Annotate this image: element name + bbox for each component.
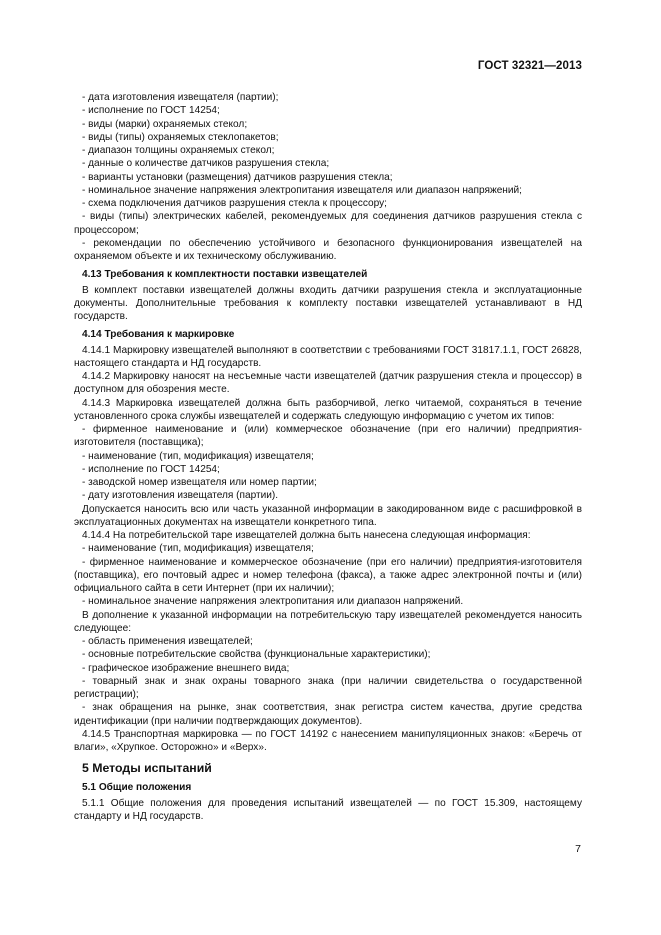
- list-item: - схема подключения датчиков разрушения стекла к процессору;: [82, 198, 387, 209]
- page-number: 7: [575, 843, 581, 855]
- chapter-heading: 5 Методы испытаний: [82, 761, 212, 776]
- list-item: - наименование (тип, модификация) извещателя;: [82, 450, 314, 462]
- page-header: ГОСТ 32321—2013: [477, 60, 582, 72]
- list-item: - рекомендации по обеспечению устойчивого и безопасного функционирования извещателей на охраняемом объекте и их техническому обслуживанию.: [74, 237, 582, 262]
- list-item: - дата изготовления извещателя (партии);: [82, 92, 279, 103]
- list-item: - виды (марки) охраняемых стекол;: [82, 118, 248, 130]
- section-heading: 4.13 Требования к комплектности поставки извещателей: [82, 269, 368, 281]
- list-item: - товарный знак и знак охраны товарного знака (при наличии свидетельства о государственной регистрации);: [74, 675, 582, 700]
- list-item: - диапазон толщины охраняемых стекол;: [82, 145, 275, 156]
- list-item: - основные потребительские свойства (функциональные характеристики);: [82, 649, 431, 661]
- list-item: - исполнение по ГОСТ 14254;: [82, 463, 220, 475]
- list-item: - фирменное наименование и (или) коммерческое обозначение (при его наличии) предприятия-изготовителя (поставщика);: [74, 424, 582, 449]
- section-heading: 4.14 Требования к маркировке: [82, 329, 235, 341]
- list-item: - номинальное значение напряжения электропитания извещателя или диапазон напряжений;: [82, 184, 522, 196]
- document-body: [74, 91, 582, 823]
- paragraph: 4.14.3 Маркировка извещателей должна быть разборчивой, легко читаемой, сохраняться в течение установленного срока службы извещателей и содержать следующую информацию с учетом их типов:: [74, 397, 582, 422]
- paragraph: Допускается наносить всю или часть указанной информации в закодированном виде с расшифровкой в эксплуатационных документах на извещатели конкретного типа.: [74, 503, 582, 528]
- list-item: - виды (типы) охраняемых стеклопакетов;: [82, 131, 279, 143]
- paragraph: 4.14.1 Маркировку извещателей выполняют в соответствии с требованиями ГОСТ 31817.1.1, ГОСТ 26828, настоящего стандарта и НД государств.: [74, 344, 582, 369]
- list-item: - фирменное наименование и коммерческое обозначение (при его наличии) предприятия-изготовителя (поставщика), его почтовый адрес и номер телефона (факса), а также адрес электронной почты и (или) официального сайта в сети Интернет (при их наличии);: [74, 556, 582, 594]
- list-item: - данные о количестве датчиков разрушения стекла;: [82, 158, 330, 170]
- list-item: - номинальное значение напряжения электропитания или диапазон напряжений.: [82, 596, 464, 608]
- list-item: - знак обращения на рынке, знак соответствия, знак регистра систем качества, другие средства идентификации (при наличии подтверждающих документов).: [74, 702, 582, 727]
- paragraph: 4.14.4 На потребительской таре извещателей должна быть нанесена следующая информация:: [82, 530, 531, 541]
- paragraph: В комплект поставки извещателей должны входить датчики разрушения стекла и эксплуатационные документы. Дополнительные требования к комплекту поставки извещателей устанавливают в НД государств.: [74, 284, 582, 322]
- paragraph: 5.1.1 Общие положения для проведения испытаний извещателей — по ГОСТ 15.309, настоящему стандарту и НД государств.: [74, 797, 582, 822]
- list-item: - область применения извещателей;: [82, 636, 253, 647]
- list-item: - дату изготовления извещателя (партии).: [82, 490, 279, 502]
- paragraph: 4.14.5 Транспортная маркировка — по ГОСТ 14192 с нанесением манипуляционных знаков: «Беречь от влаги», «Хрупкое. Осторожно» и «Верх».: [74, 728, 582, 753]
- section-heading: 5.1 Общие положения: [82, 782, 192, 794]
- list-item: - варианты установки (размещения) датчиков разрушения стекла;: [82, 171, 393, 183]
- list-item: - наименование (тип, модификация) извещателя;: [82, 543, 314, 555]
- list-item: - виды (типы) электрических кабелей, рекомендуемых для соединения датчиков разрушения стекла с процессором;: [74, 211, 582, 236]
- list-item: - исполнение по ГОСТ 14254;: [82, 105, 220, 117]
- paragraph: 4.14.2 Маркировку наносят на несъемные части извещателей (датчик разрушения стекла и процессор) в доступном для обозрения месте.: [74, 371, 582, 396]
- list-item: - графическое изображение внешнего вида;: [82, 662, 290, 674]
- paragraph: В дополнение к указанной информации на потребительскую тару извещателей рекомендуется наносить следующее:: [74, 609, 582, 634]
- list-item: - заводской номер извещателя или номер партии;: [82, 477, 317, 488]
